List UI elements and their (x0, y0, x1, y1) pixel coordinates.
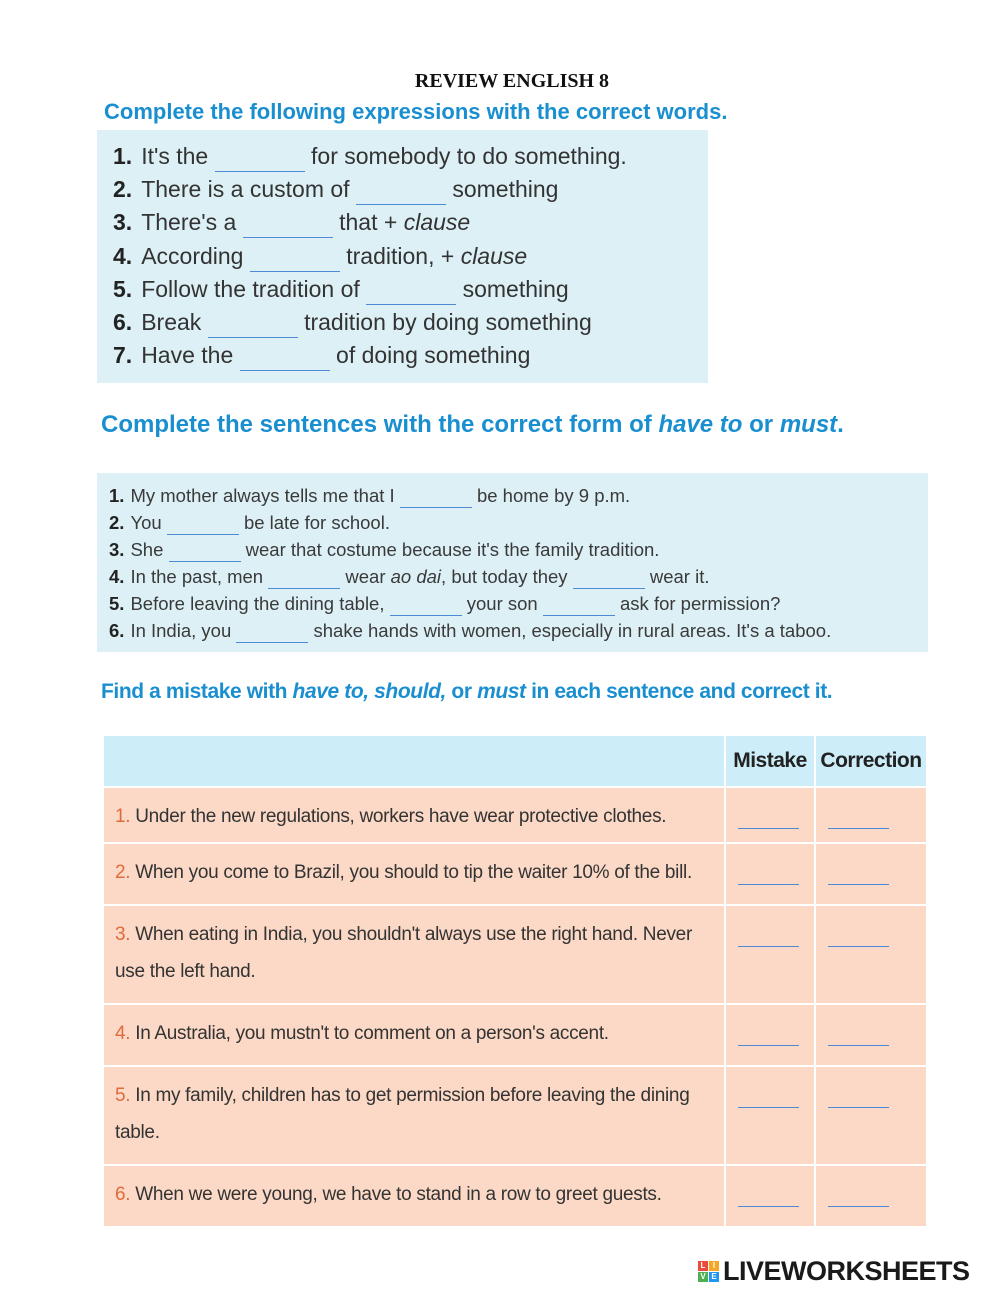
logo-tiles-icon (698, 1261, 719, 1282)
answer-blank[interactable] (236, 641, 308, 643)
exercise2-item: 1. My mother always tells me that I be home by 9 p.m. (109, 485, 631, 506)
answer-blank[interactable] (243, 236, 333, 238)
correction-answer-blank[interactable] (828, 1206, 889, 1207)
correction-answer-blank[interactable] (828, 1107, 889, 1108)
answer-blank[interactable] (366, 303, 456, 305)
correction-column-header: Correction (815, 735, 927, 787)
answer-blank[interactable] (169, 560, 241, 562)
mistake-answer-blank[interactable] (738, 884, 799, 885)
answer-blank[interactable] (543, 614, 615, 616)
correction-cell (815, 1165, 927, 1227)
logo-tile: L (698, 1261, 708, 1271)
mistake-cell (725, 787, 815, 843)
mistake-cell (725, 1066, 815, 1165)
exercise1-item: 2. There is a custom of something (113, 173, 708, 206)
answer-blank[interactable] (215, 170, 305, 172)
exercise1-item: 5. Follow the tradition of something (113, 273, 708, 306)
exercise1-item: 4. According tradition, + clause (113, 240, 708, 273)
sentence-cell: 2. When you come to Brazil, you should to tip the waiter 10% of the bill. (103, 843, 725, 905)
table-row (103, 1165, 927, 1227)
correction-cell (815, 787, 927, 843)
sentence-cell: 4. In Australia, you mustn't to comment on a person's accent. (103, 1004, 725, 1066)
correction-cell (815, 843, 927, 905)
exercise2-item: 2. You be late for school. (109, 512, 390, 533)
logo-tile: V (698, 1272, 708, 1282)
sentence-cell: 1. Under the new regulations, workers have wear protective clothes. (103, 787, 725, 843)
mistake-cell (725, 1004, 815, 1066)
correction-answer-blank[interactable] (828, 884, 889, 885)
answer-blank[interactable] (390, 614, 462, 616)
section1-panel (97, 130, 708, 383)
exercise2-item: 3. She wear that costume because it's the family tradition. (109, 539, 660, 560)
mistake-cell (725, 843, 815, 905)
sentence-cell: 6. When we were young, we have to stand in a row to greet guests. (103, 1165, 725, 1227)
correction-cell (815, 1066, 927, 1165)
answer-blank[interactable] (208, 336, 298, 338)
section2-heading: Complete the sentences with the correct form of have to or must. (101, 411, 844, 438)
logo-tile: I (709, 1261, 719, 1271)
answer-blank[interactable] (240, 369, 330, 371)
answer-blank[interactable] (268, 587, 340, 589)
liveworksheets-logo (698, 1256, 970, 1287)
exercise1-item: 6. Break tradition by doing something (113, 306, 708, 339)
exercise2-item: 5. Before leaving the dining table, your son ask for permission? (109, 593, 781, 614)
answer-blank[interactable] (400, 506, 472, 508)
table-row (103, 1004, 927, 1066)
exercise2-item: 6. In India, you shake hands with women, especially in rural areas. It's a taboo. (109, 620, 832, 641)
answer-blank[interactable] (573, 587, 645, 589)
mistake-cell (725, 1165, 815, 1227)
table-row (103, 905, 927, 1004)
sentence-column-header (103, 735, 725, 787)
logo-text: LIVEWORKSHEETS (723, 1256, 970, 1286)
table-row (103, 1066, 927, 1165)
mistake-answer-blank[interactable] (738, 1107, 799, 1108)
exercise1-item: 3. There's a that + clause (113, 206, 708, 239)
exercise1-item: 1. It's the for somebody to do something. (113, 140, 708, 173)
mistake-answer-blank[interactable] (738, 828, 799, 829)
mistake-answer-blank[interactable] (738, 946, 799, 947)
correction-answer-blank[interactable] (828, 1045, 889, 1046)
exercise2-item: 4. In the past, men wear ao dai, but today they wear it. (109, 566, 710, 587)
section3-heading: Find a mistake with have to, should, or must in each sentence and correct it. (101, 680, 833, 703)
mistake-table (102, 734, 928, 1228)
mistake-column-header: Mistake (725, 735, 815, 787)
correction-cell (815, 905, 927, 1004)
exercise1-item: 7. Have the of doing something (113, 339, 708, 372)
mistake-answer-blank[interactable] (738, 1045, 799, 1046)
answer-blank[interactable] (167, 533, 239, 535)
logo-tile: E (709, 1272, 719, 1282)
correction-answer-blank[interactable] (828, 828, 889, 829)
mistake-cell (725, 905, 815, 1004)
sentence-cell: 5. In my family, children has to get permission before leaving the dining table. (103, 1066, 725, 1165)
correction-answer-blank[interactable] (828, 946, 889, 947)
sentence-cell: 3. When eating in India, you shouldn't always use the right hand. Never use the left hand. (103, 905, 725, 1004)
table-row (103, 843, 927, 905)
section1-heading: Complete the following expressions with the correct words. (104, 99, 728, 124)
section2-panel (97, 473, 928, 652)
table-row (103, 787, 927, 843)
page-title: REVIEW ENGLISH 8 (414, 70, 610, 92)
answer-blank[interactable] (250, 270, 340, 272)
answer-blank[interactable] (356, 203, 446, 205)
correction-cell (815, 1004, 927, 1066)
mistake-answer-blank[interactable] (738, 1206, 799, 1207)
